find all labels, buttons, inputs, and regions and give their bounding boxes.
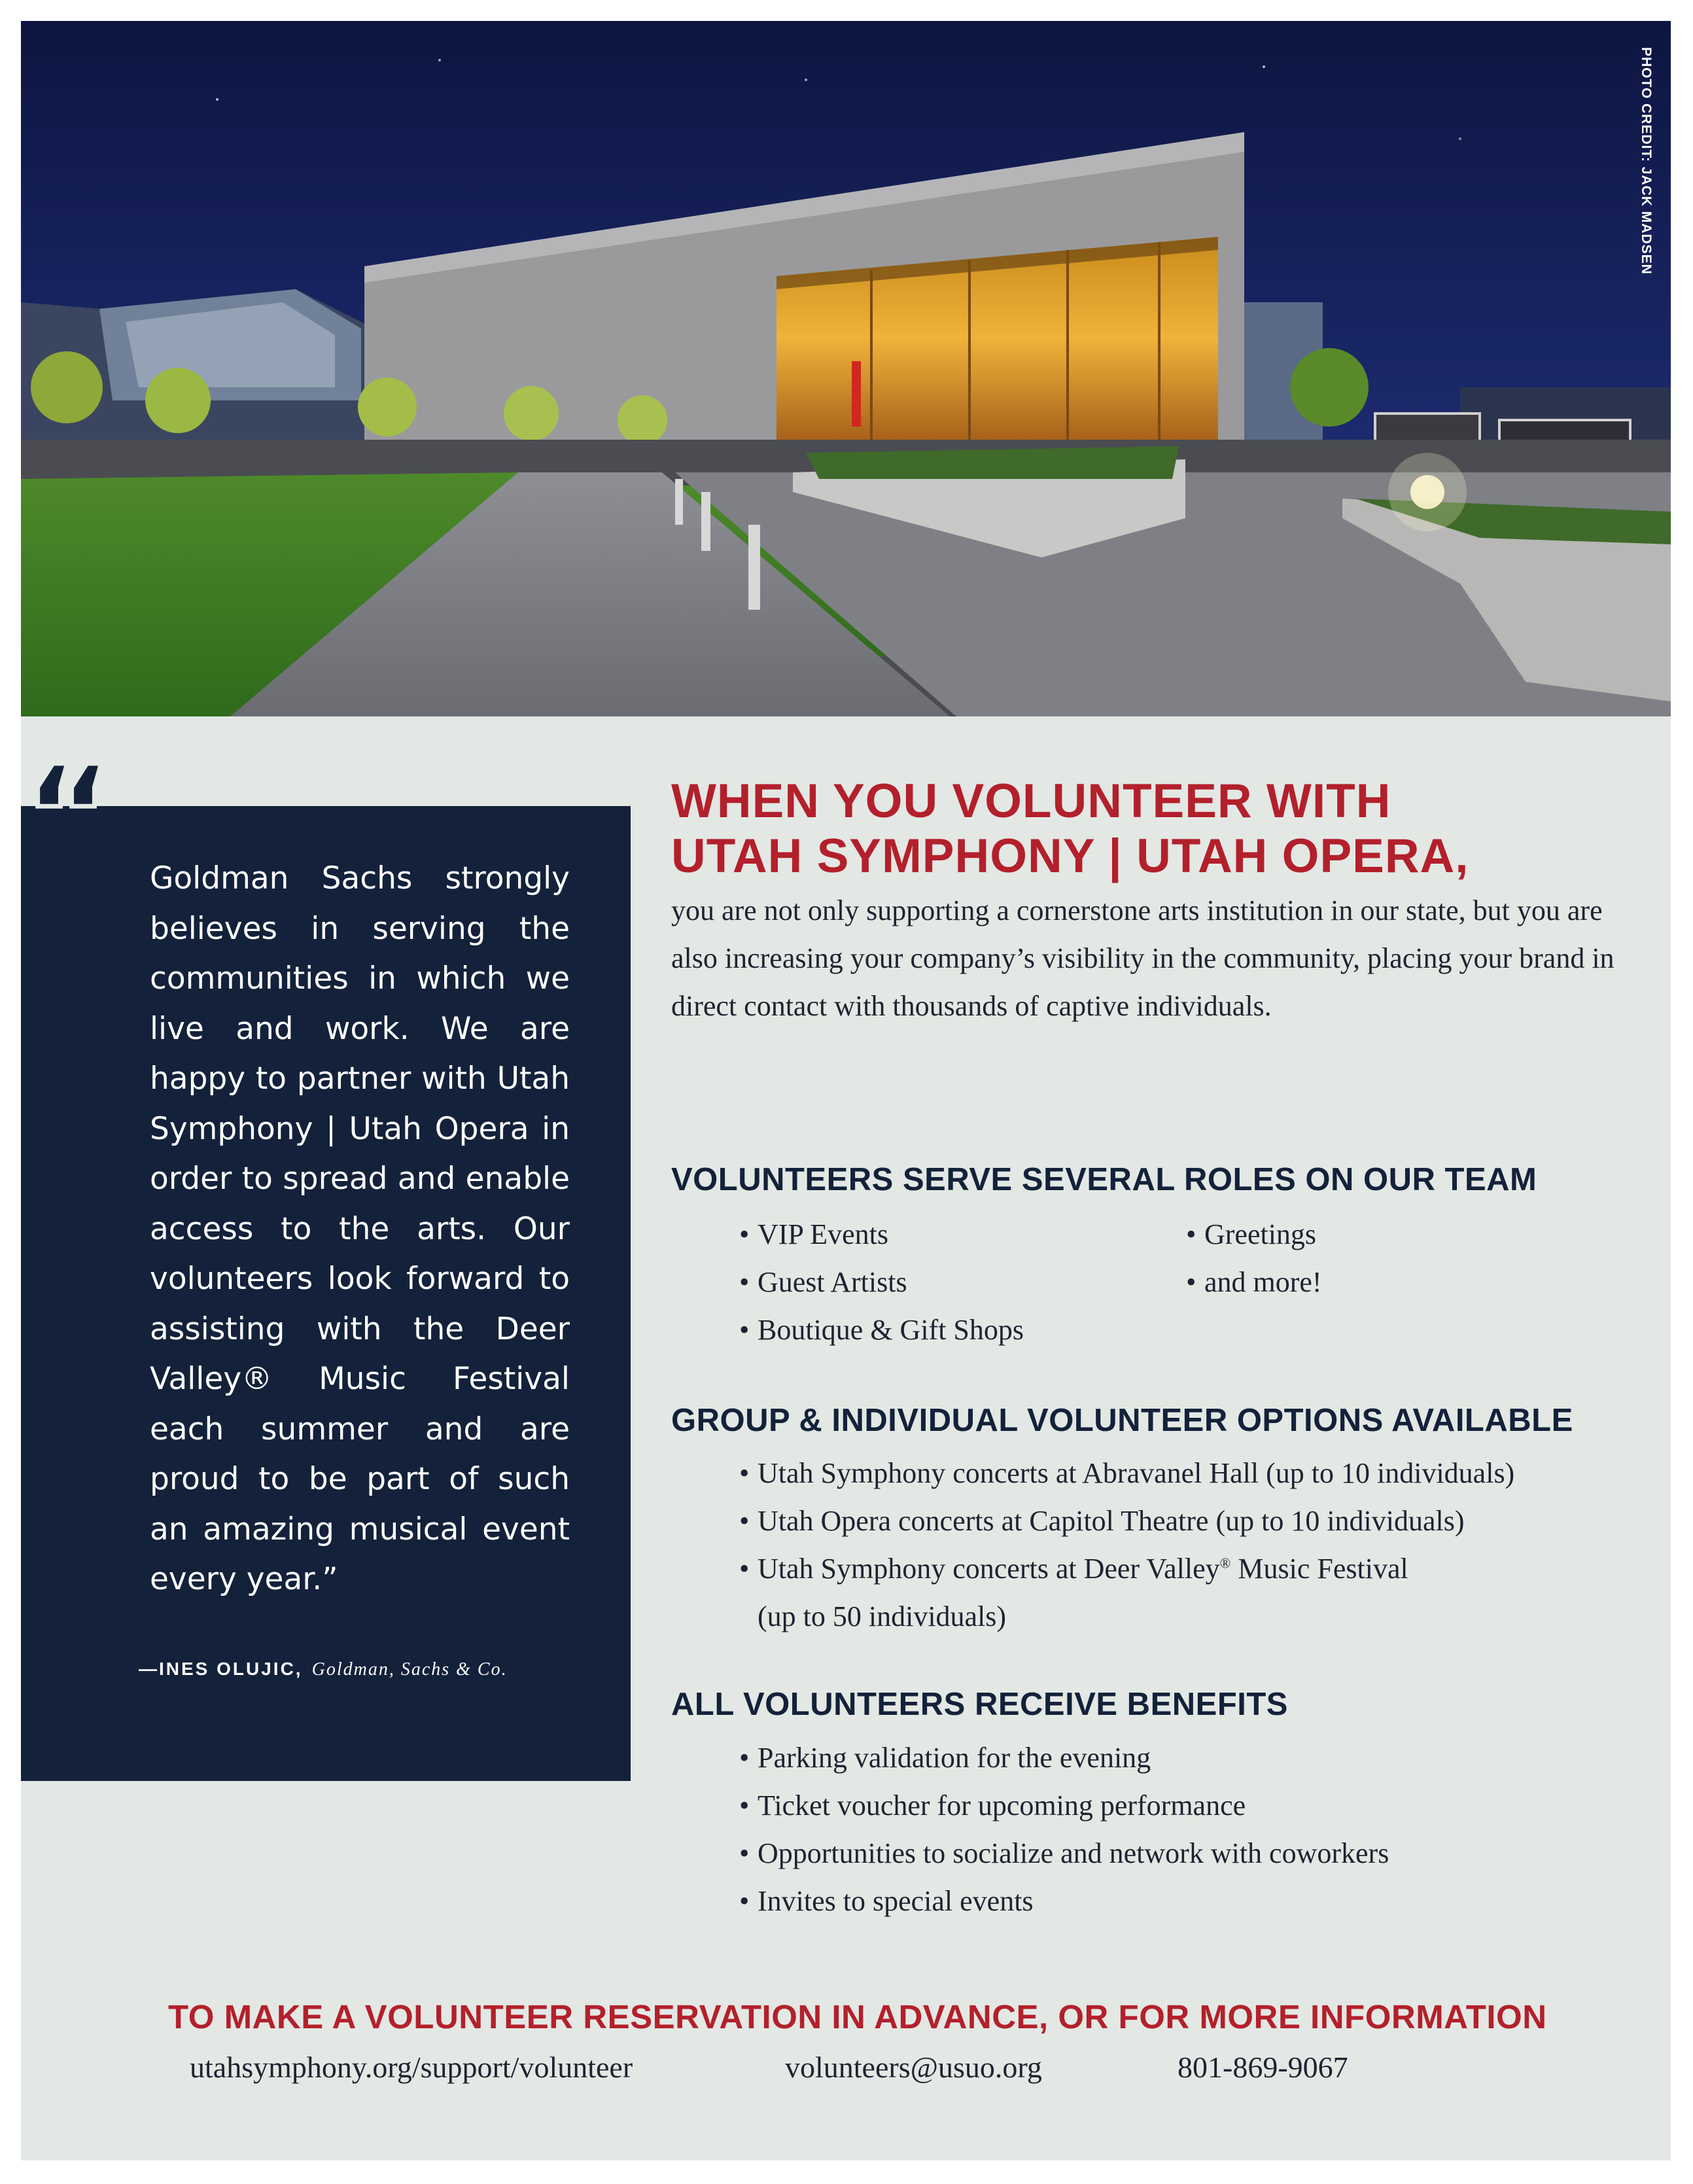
list-item: • Opportunities to socialize and network with coworkers (739, 1829, 1389, 1877)
registered-mark: ® (1219, 1555, 1231, 1572)
intro-paragraph: you are not only supporting a cornerstone arts institution in our state, but you are also increasing your company’s visibility in the community, placing your brand in direct contact with thousands of captive individuals. (671, 894, 1614, 1022)
photo-credit: PHOTO CREDIT: JACK MADSEN (1639, 47, 1654, 275)
testimonial-attribution (139, 1659, 584, 1680)
roles-list-column-1 (739, 1210, 1024, 1354)
attribution-company: Goldman, Sachs & Co. (311, 1659, 508, 1680)
option-3-text: Utah Symphony concerts at Deer Valley (758, 1553, 1220, 1585)
quote-mark-icon: “ (24, 736, 114, 896)
roles-list-column-2 (1186, 1210, 1322, 1306)
headline-line-1: WHEN YOU VOLUNTEER WITH (671, 775, 1391, 828)
hero-photo (21, 21, 1671, 716)
list-item: • Invites to special events (739, 1877, 1389, 1925)
attribution-author: —INES OLUJIC, (139, 1659, 303, 1679)
list-item (739, 1545, 1514, 1640)
email-link[interactable]: volunteers@usuo.org (785, 2051, 1042, 2084)
list-item: • Ticket voucher for upcoming performance (739, 1782, 1389, 1829)
headline (671, 774, 1469, 884)
call-to-action-heading: TO MAKE A VOLUNTEER RESERVATION IN ADVANCE, OR FOR MORE INFORMATION (168, 1998, 1547, 2035)
list-item: • Utah Opera concerts at Capitol Theatre (up to 10 individuals) (739, 1497, 1514, 1545)
options-list (739, 1449, 1514, 1640)
night-concert-hall-photo-icon (21, 21, 1671, 716)
headline-line-2: UTAH SYMPHONY | UTAH OPERA, (671, 830, 1469, 883)
website-link[interactable]: utahsymphony.org/support/volunteer (190, 2051, 633, 2084)
option-3-text-end: Music Festival (1230, 1553, 1408, 1585)
list-item: • Parking validation for the evening (739, 1734, 1389, 1782)
list-item: • Guest Artists (739, 1258, 1024, 1306)
testimonial-text: Goldman Sachs strongly believes in serving the communities in which we live and work. We are happy to partner with Utah Symphony | Utah Opera in order to spread and enable access to the arts. Our volunteers look forward to assisting with the Deer Valley® Music Festival each summer and are proud to be part of such an amazing musical event every year.” (150, 860, 570, 1597)
phone-number[interactable]: 801-869-9067 (1178, 2051, 1348, 2084)
benefits-list (739, 1734, 1389, 1925)
list-item: • Boutique & Gift Shops (739, 1306, 1024, 1354)
options-heading: GROUP & INDIVIDUAL VOLUNTEER OPTIONS AVAILABLE (671, 1403, 1573, 1438)
benefits-heading: ALL VOLUNTEERS RECEIVE BENEFITS (671, 1687, 1288, 1722)
list-item: • VIP Events (739, 1210, 1024, 1258)
option-3-capacity: (up to 50 individuals) (758, 1600, 1007, 1632)
list-item: • Utah Symphony concerts at Abravanel Hall (up to 10 individuals) (739, 1449, 1514, 1497)
list-item: • and more! (1186, 1258, 1322, 1306)
roles-heading: VOLUNTEERS SERVE SEVERAL ROLES ON OUR TEAM (671, 1162, 1537, 1197)
list-item: • Greetings (1186, 1210, 1322, 1258)
